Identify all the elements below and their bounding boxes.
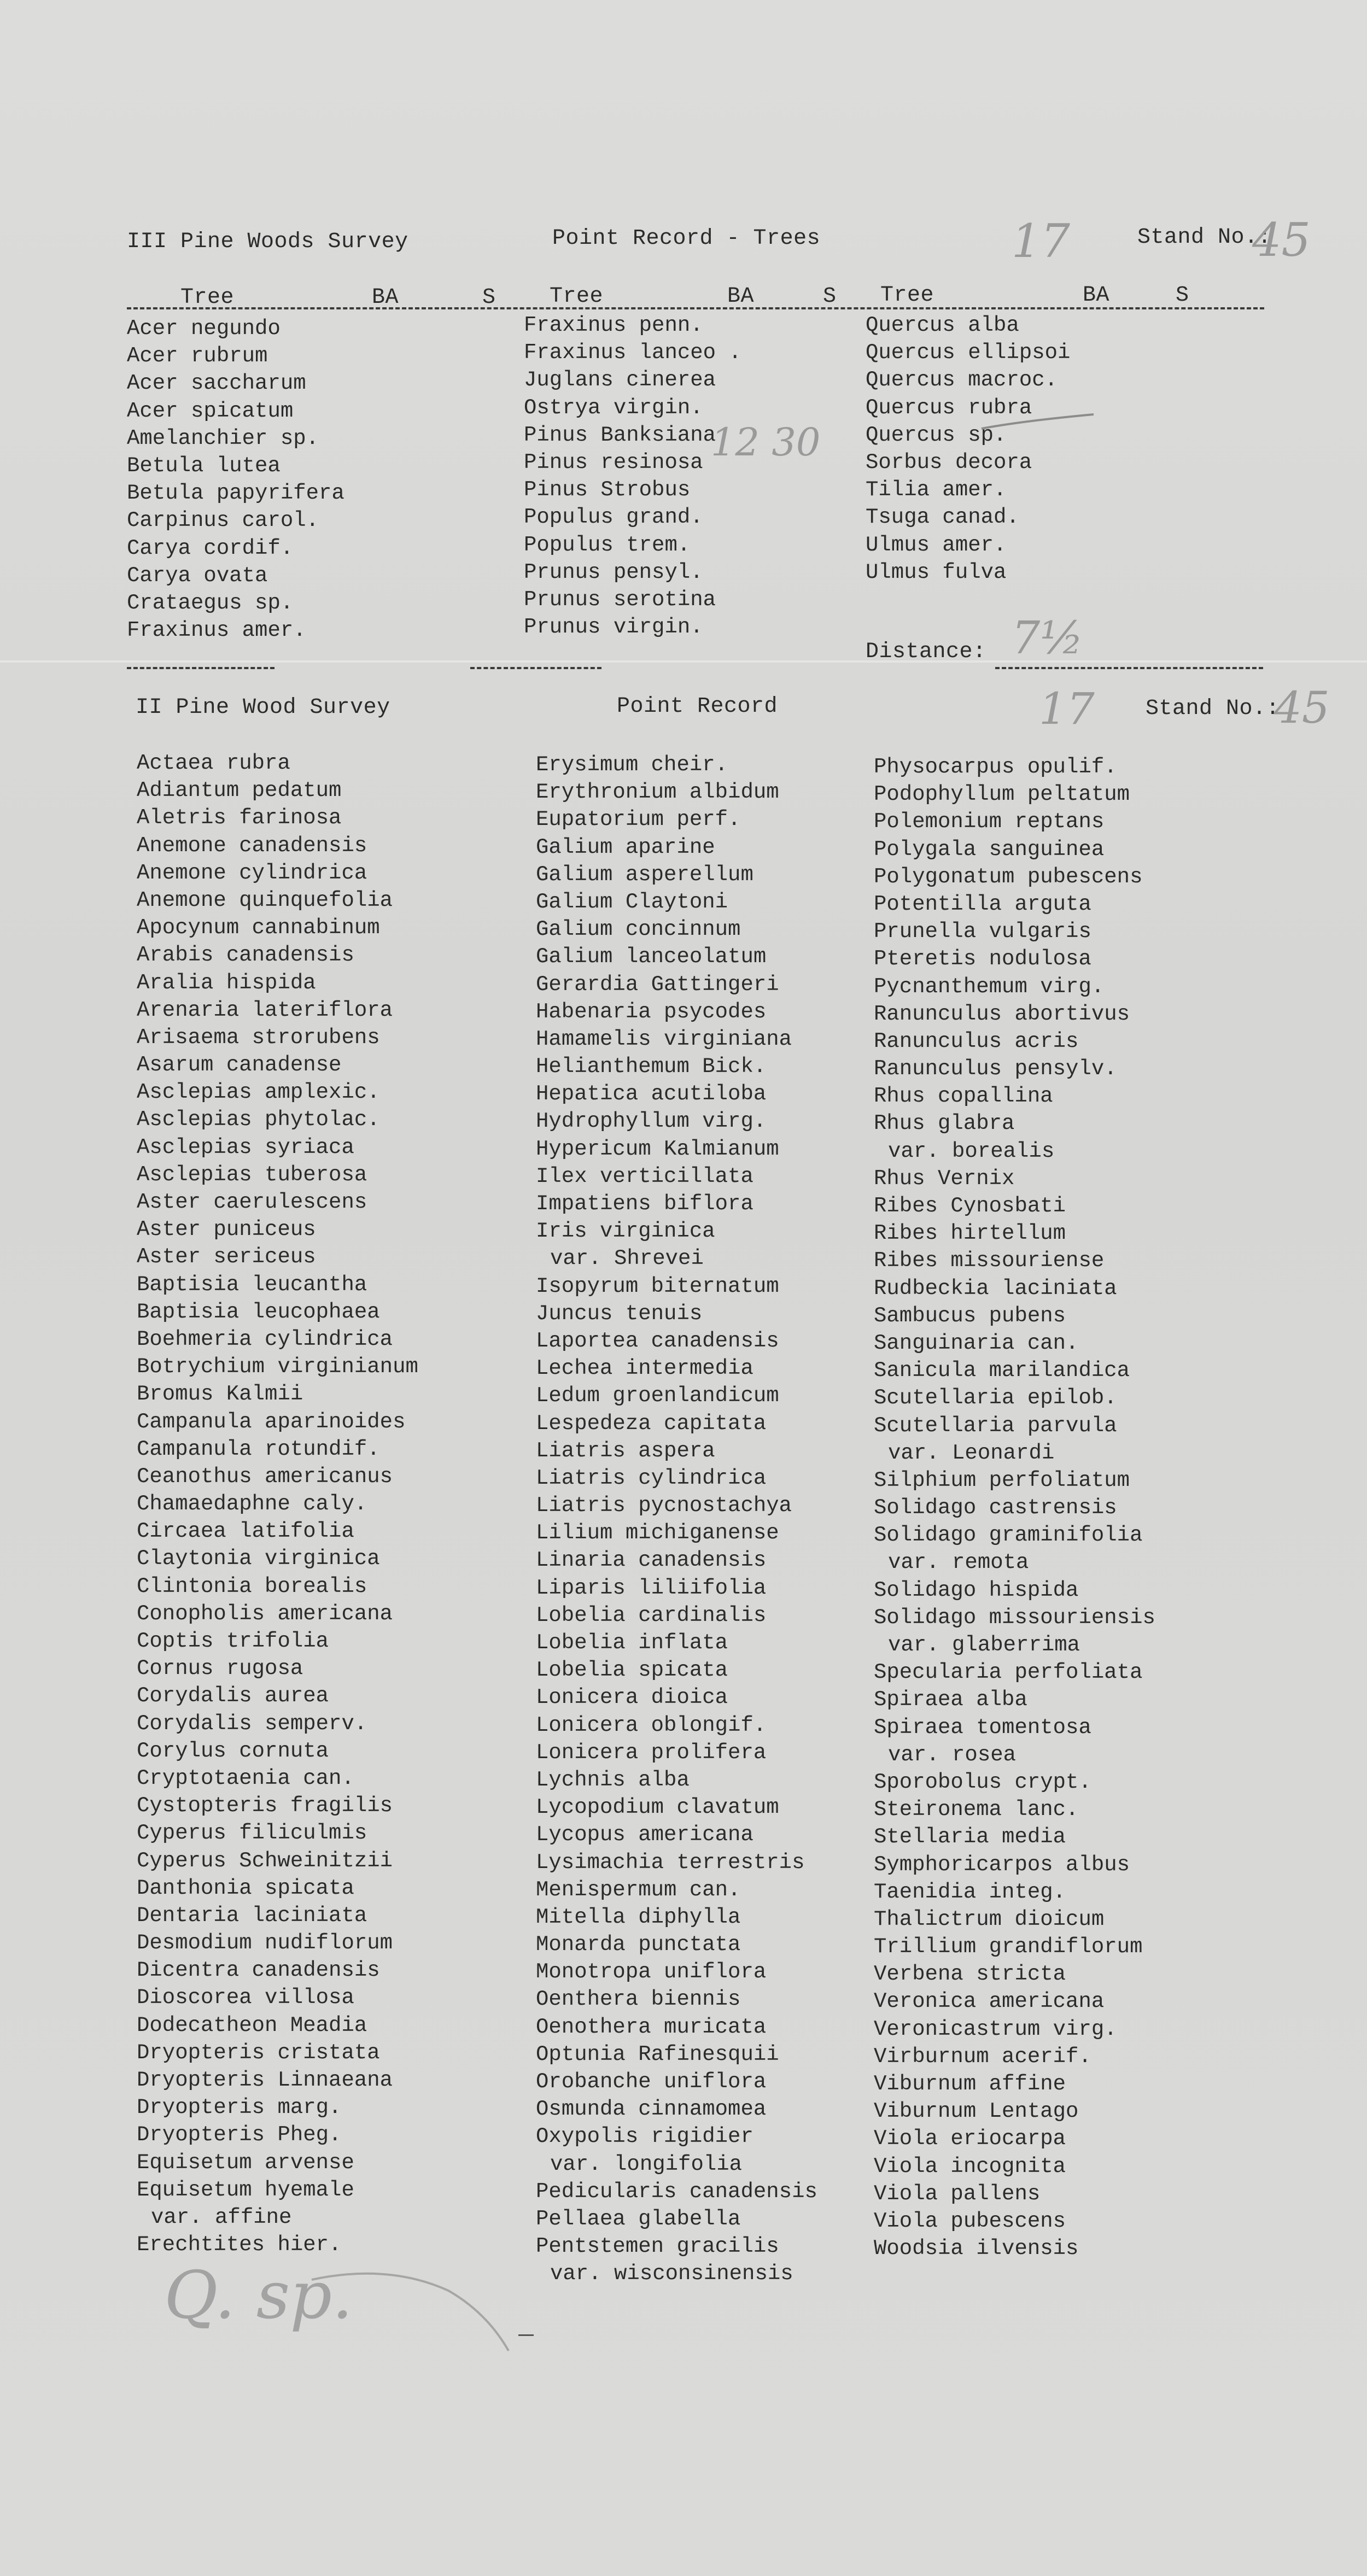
plant-species-item: Viola eriocarpa: [874, 2127, 1066, 2151]
tree-species-item: Crataegus sp.: [127, 590, 294, 615]
plant-species-item: Stellaria media: [874, 1825, 1066, 1849]
tree-species-item: Populus grand.: [524, 505, 703, 530]
plant-species-item: var. borealis: [888, 1139, 1055, 1163]
tree-species-item: Ulmus amer.: [866, 532, 1007, 557]
tree-species-item: Quercus alba: [866, 313, 1019, 337]
plant-species-item: Lilium michiganense: [536, 1521, 779, 1545]
plant-species-item: Monotropa uniflora: [536, 1960, 767, 1984]
plant-species-item: Galium Claytoni: [536, 889, 728, 914]
plant-species-item: Dryopteris Linnaeana: [137, 2068, 393, 2092]
plant-species-item: Lysimachia terrestris: [536, 1850, 805, 1875]
plant-species-item: Galium lanceolatum: [536, 945, 767, 969]
plant-species-item: Hydrophyllum virg.: [536, 1109, 767, 1134]
tree-species-item: Prunus serotina: [524, 587, 716, 612]
plant-species-item: Prunella vulgaris: [874, 920, 1091, 944]
tree-species-item: Amelanchier sp.: [127, 426, 319, 450]
section1-bottom-rule-left: [127, 667, 274, 669]
section1-col-tree-3: Tree: [880, 283, 934, 308]
plant-species-item: Scutellaria parvula: [874, 1413, 1117, 1438]
plant-species-item: Ceanothus americanus: [137, 1464, 393, 1489]
section2-column-3: [874, 753, 1155, 2262]
tree-species-item: Fraxinus amer.: [127, 618, 306, 643]
section2-hand-number: 17: [1039, 683, 1095, 734]
distance-hand-value: 7½: [1012, 612, 1084, 664]
plant-species-item: Silphium perfoliatum: [874, 1468, 1130, 1492]
tree-species-item: Ulmus fulva: [866, 560, 1007, 584]
plant-species-item: Sanguinaria can.: [874, 1331, 1079, 1355]
plant-species-item: Dicentra canadensis: [137, 1958, 380, 1983]
section2-column-2: [536, 751, 817, 2288]
plant-species-item: Anemone cylindrica: [137, 860, 367, 885]
tree-species-item: Sorbus decora: [866, 450, 1032, 475]
section1-title: III Pine Woods Survey: [127, 230, 408, 254]
plant-species-item: Equisetum arvense: [137, 2150, 354, 2175]
plant-species-item: Corydalis aurea: [137, 1684, 329, 1708]
tree-species-item: Quercus ellipsoi: [866, 341, 1071, 365]
tree-species-item: Ostrya virgin.: [524, 395, 703, 420]
section1-hand-number: 17: [1012, 214, 1070, 268]
plant-species-item: var. rosea: [888, 1742, 1017, 1767]
tree-species-item: Carpinus carol.: [127, 508, 319, 533]
plant-species-item: Asarum canadense: [137, 1053, 342, 1078]
plant-species-item: Galium concinnum: [536, 917, 741, 942]
plant-species-item: Ilex verticillata: [536, 1164, 753, 1189]
tree-species-item: Pinus resinosa: [524, 450, 703, 475]
plant-species-item: Pentstemen gracilis: [536, 2234, 779, 2259]
plant-species-item: Ranunculus acris: [874, 1029, 1079, 1053]
plant-species-item: Claytonia virginica: [137, 1547, 380, 1571]
section2-stand-label: Stand No.:: [1146, 696, 1280, 721]
plant-species-item: Taenidia integ.: [874, 1880, 1066, 1904]
section1-column-2: [524, 312, 741, 641]
plant-species-item: Ranunculus abortivus: [874, 1002, 1130, 1026]
plant-species-item: Liatris cylindrica: [536, 1466, 767, 1490]
plant-species-item: Hypericum Kalmianum: [536, 1137, 779, 1161]
plant-species-item: var. Leonardi: [888, 1441, 1055, 1465]
plant-species-item: Impatiens biflora: [536, 1192, 753, 1216]
plant-species-item: Arenaria lateriflora: [137, 998, 393, 1022]
plant-species-item: Ledum groenlandicum: [536, 1384, 779, 1408]
section1-subtitle: Point Record - Trees: [552, 226, 821, 251]
plant-species-item: Galium asperellum: [536, 862, 753, 887]
plant-species-item: Ribes Cynosbati: [874, 1194, 1066, 1218]
plant-species-item: Menispermum can.: [536, 1877, 741, 1902]
plant-species-item: Rhus copallina: [874, 1084, 1053, 1109]
section1-col-tree-1: Tree: [180, 285, 235, 310]
plant-species-item: Dryopteris marg.: [137, 2095, 342, 2120]
tree-species-item: Carya cordif.: [127, 536, 294, 560]
tree-species-item: Prunus pensyl.: [524, 560, 703, 584]
plant-species-item: Helianthemum Bick.: [536, 1055, 767, 1079]
section1-col-ba-2: BA: [727, 284, 755, 309]
plant-species-item: Sambucus pubens: [874, 1303, 1066, 1328]
plant-species-item: Viola pubescens: [874, 2209, 1066, 2233]
plant-species-item: Coptis trifolia: [137, 1629, 329, 1653]
section1-col-s-1: S: [482, 285, 496, 310]
plant-species-item: Isopyrum biternatum: [536, 1274, 779, 1298]
plant-species-item: Trillium grandiflorum: [874, 1935, 1143, 1959]
plant-species-item: Equisetum hyemale: [137, 2177, 354, 2202]
tree-species-item: Quercus sp.: [866, 423, 1007, 447]
plant-species-item: Juncus tenuis: [536, 1301, 703, 1326]
plant-species-item: Linaria canadensis: [536, 1548, 767, 1573]
plant-species-item: Scutellaria epilob.: [874, 1386, 1117, 1410]
plant-species-item: Danthonia spicata: [137, 1876, 354, 1900]
section2-column-1: [137, 750, 418, 2258]
plant-species-item: Pteretis nodulosa: [874, 947, 1091, 971]
tree-species-item: Acer negundo: [127, 317, 281, 341]
section1-col-s-2: S: [823, 284, 837, 309]
tree-species-item: Juglans cinerea: [524, 368, 716, 393]
plant-species-item: Circaea latifolia: [137, 1519, 354, 1544]
section2-stand-value: 45: [1274, 682, 1330, 733]
plant-species-item: Viburnum affine: [874, 2072, 1066, 2096]
plant-species-item: Chamaedaphne caly.: [137, 1492, 367, 1517]
plant-species-item: Lycopus americana: [536, 1823, 753, 1847]
tree-species-item: Quercus macroc.: [866, 368, 1058, 393]
plant-species-item: Spiraea alba: [874, 1688, 1027, 1712]
tree-species-item: Tsuga canad.: [866, 505, 1019, 530]
plant-species-item: Desmodium nudiflorum: [137, 1931, 393, 1956]
plant-species-item: Lonicera oblongif.: [536, 1713, 767, 1737]
plant-species-item: Campanula aparinoides: [137, 1409, 406, 1434]
tree-species-item: Betula lutea: [127, 453, 281, 478]
plant-species-item: Cornus rugosa: [137, 1656, 303, 1681]
tree-species-item: Pinus Banksiana: [524, 423, 716, 447]
plant-species-item: Thalictrum dioicum: [874, 1907, 1105, 1931]
plant-species-item: Dryopteris cristata: [137, 2040, 380, 2065]
plant-species-item: Aletris farinosa: [137, 806, 342, 830]
paper-fold-line: [0, 660, 1367, 663]
plant-species-item: Steironema lanc.: [874, 1798, 1079, 1822]
plant-species-item: Solidago hispida: [874, 1578, 1079, 1602]
small-dash-mark: [518, 2334, 534, 2336]
plant-species-item: Dodecatheon Meadia: [137, 2013, 367, 2038]
plant-species-item: Orobanche uniflora: [536, 2070, 767, 2094]
tree-species-item: Fraxinus lanceo .: [524, 341, 741, 365]
plant-species-item: Veronicastrum virg.: [874, 2017, 1117, 2041]
plant-species-item: Oenothera muricata: [536, 2015, 767, 2039]
plant-species-item: Anemone canadensis: [137, 833, 367, 858]
plant-species-item: Habenaria psycodes: [536, 999, 767, 1024]
plant-species-item: Lonicera dioica: [536, 1685, 728, 1710]
bottom-hand-note: Q. sp.: [164, 2258, 353, 2334]
plant-species-item: Lobelia cardinalis: [536, 1603, 767, 1627]
plant-species-item: Erysimum cheir.: [536, 753, 728, 777]
plant-species-item: Galium aparine: [536, 835, 715, 859]
pencil-stroke-icon: [979, 411, 1099, 433]
plant-species-item: Asclepias amplexic.: [137, 1080, 380, 1105]
tree-species-item: Pinus Strobus: [524, 478, 691, 502]
plant-species-item: Lobelia inflata: [536, 1631, 728, 1655]
plant-species-item: Hamamelis virginiana: [536, 1027, 792, 1051]
plant-species-item: Asclepias phytolac.: [137, 1108, 380, 1132]
section1-bottom-rule-right: [995, 667, 1263, 669]
plant-species-item: var. wisconsinensis: [550, 2262, 793, 2286]
tree-species-item: Carya ovata: [127, 563, 268, 588]
plant-species-item: Spiraea tomentosa: [874, 1715, 1091, 1740]
plant-species-item: Cryptotaenia can.: [137, 1766, 354, 1790]
plant-species-item: Rudbeckia laciniata: [874, 1276, 1117, 1301]
plant-species-item: Sporobolus crypt.: [874, 1770, 1091, 1794]
plant-species-item: Physocarpus opulif.: [874, 755, 1117, 779]
section1-bottom-rule-mid: [470, 667, 601, 669]
plant-species-item: Ranunculus pensylv.: [874, 1057, 1117, 1081]
plant-species-item: var. Shrevei: [550, 1246, 704, 1271]
plant-species-item: Dryopteris Pheg.: [137, 2123, 342, 2147]
plant-species-item: Specularia perfoliata: [874, 1660, 1143, 1685]
plant-species-item: Lychnis alba: [536, 1767, 690, 1792]
plant-species-item: Liatris aspera: [536, 1438, 715, 1463]
plant-species-item: Cystopteris fragilis: [137, 1794, 393, 1818]
plant-species-item: Lonicera prolifera: [536, 1740, 767, 1765]
plant-species-item: Aralia hispida: [137, 970, 316, 995]
plant-species-item: Corylus cornuta: [137, 1738, 329, 1763]
plant-species-item: Solidago missouriensis: [874, 1605, 1155, 1630]
section1-col-ba-3: BA: [1083, 283, 1110, 308]
plant-species-item: Lobelia spicata: [536, 1658, 728, 1683]
plant-species-item: Hepatica acutiloba: [536, 1082, 767, 1106]
plant-species-item: Arabis canadensis: [137, 943, 354, 968]
plant-species-item: Campanula rotundif.: [137, 1437, 380, 1461]
plant-species-item: Clintonia borealis: [137, 1574, 367, 1599]
plant-species-item: Botrychium virginianum: [137, 1355, 418, 1379]
section1-column-3: [866, 312, 1070, 586]
plant-species-item: Potentilla arguta: [874, 892, 1091, 916]
plant-species-item: Apocynum cannabinum: [137, 916, 380, 940]
plant-species-item: Solidago graminifolia: [874, 1523, 1143, 1548]
plant-species-item: Lycopodium clavatum: [536, 1795, 779, 1820]
plant-species-item: Liparis liliifolia: [536, 1576, 767, 1600]
plant-species-item: Conopholis americana: [137, 1601, 393, 1626]
plant-species-item: Podophyllum peltatum: [874, 782, 1130, 807]
plant-species-item: Aster puniceus: [137, 1217, 316, 1242]
plant-species-item: Pellaea glabella: [536, 2206, 741, 2231]
plant-species-item: Adiantum pedatum: [137, 778, 342, 803]
plant-species-item: Lespedeza capitata: [536, 1411, 767, 1436]
section1-col-ba-1: BA: [372, 285, 399, 310]
plant-species-item: Oenthera biennis: [536, 1987, 741, 2012]
tree-species-item: Prunus virgin.: [524, 615, 703, 640]
plant-species-item: Ribes missouriense: [874, 1249, 1105, 1273]
plant-species-item: Corydalis semperv.: [137, 1711, 367, 1736]
plant-species-item: Rhus Vernix: [874, 1166, 1015, 1191]
plant-species-item: Veronica americana: [874, 1989, 1105, 2014]
plant-species-item: Gerardia Gattingeri: [536, 972, 779, 997]
plant-species-item: Laportea canadensis: [536, 1328, 779, 1353]
plant-species-item: Baptisia leucophaea: [137, 1299, 380, 1324]
plant-species-item: Viburnum Lentago: [874, 2099, 1079, 2124]
plant-species-item: Oxypolis rigidier: [536, 2124, 753, 2149]
plant-species-item: Pedicularis canadensis: [536, 2179, 817, 2204]
plant-species-item: Symphoricarpos albus: [874, 1852, 1130, 1877]
tree-species-item: Fraxinus penn.: [524, 313, 703, 337]
plant-species-item: Actaea rubra: [137, 751, 290, 775]
plant-species-item: Optunia Rafinesquii: [536, 2042, 779, 2066]
distance-label: Distance:: [866, 640, 986, 664]
plant-species-item: var. remota: [888, 1550, 1029, 1575]
tree-species-item: Acer rubrum: [127, 344, 268, 368]
section1-stand-value: 45: [1252, 213, 1311, 267]
plant-species-item: Monarda punctata: [536, 1933, 741, 1957]
plant-species-item: Virburnum acerif.: [874, 2044, 1091, 2069]
section2-subtitle: Point Record: [617, 694, 778, 719]
plant-species-item: Polygala sanguinea: [874, 837, 1105, 862]
plant-species-item: Pycnanthemum virg.: [874, 974, 1105, 999]
plant-species-item: Arisaema strorubens: [137, 1025, 380, 1050]
plant-species-item: Viola incognita: [874, 2154, 1066, 2179]
plant-species-item: Sanicula marilandica: [874, 1359, 1130, 1383]
tree-species-item: Populus trem.: [524, 532, 691, 557]
plant-species-item: Viola pallens: [874, 2181, 1041, 2206]
section2-title: II Pine Wood Survey: [136, 695, 390, 720]
plant-species-item: Cyperus filiculmis: [137, 1821, 367, 1846]
plant-species-item: var. affine: [151, 2205, 292, 2229]
plant-species-item: Asclepias syriaca: [137, 1135, 354, 1160]
plant-species-item: Verbena stricta: [874, 1962, 1066, 1987]
tree-species-item: Quercus rubra: [866, 395, 1032, 420]
plant-species-item: Solidago castrensis: [874, 1496, 1117, 1520]
plant-species-item: Liatris pycnostachya: [536, 1494, 792, 1518]
plant-species-item: Iris virginica: [536, 1219, 715, 1244]
pinus-banksiana-hand-values: 12 30: [711, 420, 821, 465]
plant-species-item: Boehmeria cylindrica: [137, 1327, 393, 1351]
plant-species-item: Lechea intermedia: [536, 1356, 753, 1381]
section1-col-tree-2: Tree: [550, 284, 604, 309]
plant-species-item: Erechtites hier.: [137, 2233, 342, 2257]
plant-species-item: Dioscorea villosa: [137, 1986, 354, 2010]
plant-species-item: Polygonatum pubescens: [874, 864, 1143, 889]
plant-species-item: Rhus glabra: [874, 1111, 1015, 1136]
plant-species-item: Polemonium reptans: [874, 810, 1105, 834]
plant-species-item: Anemone quinquefolia: [137, 888, 393, 912]
tree-species-item: Betula papyrifera: [127, 481, 344, 506]
plant-species-item: Ribes hirtellum: [874, 1221, 1066, 1246]
plant-species-item: var. glaberrima: [888, 1633, 1080, 1657]
plant-species-item: Asclepias tuberosa: [137, 1162, 367, 1187]
section1-column-1: [127, 315, 344, 644]
plant-species-item: Woodsia ilvensis: [874, 2237, 1079, 2261]
plant-species-item: Erythronium albidum: [536, 780, 779, 805]
plant-species-item: Osmunda cinnamomea: [536, 2097, 767, 2122]
plant-species-item: Cyperus Schweinitzii: [137, 1848, 393, 1873]
plant-species-item: Aster sericeus: [137, 1245, 316, 1269]
plant-species-item: Dentaria laciniata: [137, 1903, 367, 1928]
tree-species-item: Acer saccharum: [127, 371, 306, 396]
plant-species-item: var. longifolia: [550, 2152, 743, 2176]
plant-species-item: Mitella diphylla: [536, 1905, 741, 1929]
tree-species-item: Acer spicatum: [127, 399, 294, 423]
section1-col-s-3: S: [1176, 283, 1189, 308]
plant-species-item: Bromus Kalmii: [137, 1382, 303, 1407]
pencil-swoosh-icon: [306, 2269, 514, 2356]
plant-species-item: Eupatorium perf.: [536, 807, 741, 832]
section1-stand-label: Stand No.:: [1137, 225, 1272, 250]
plant-species-item: Aster caerulescens: [137, 1190, 367, 1214]
plant-species-item: Baptisia leucantha: [137, 1272, 367, 1297]
tree-species-item: Tilia amer.: [866, 478, 1007, 502]
